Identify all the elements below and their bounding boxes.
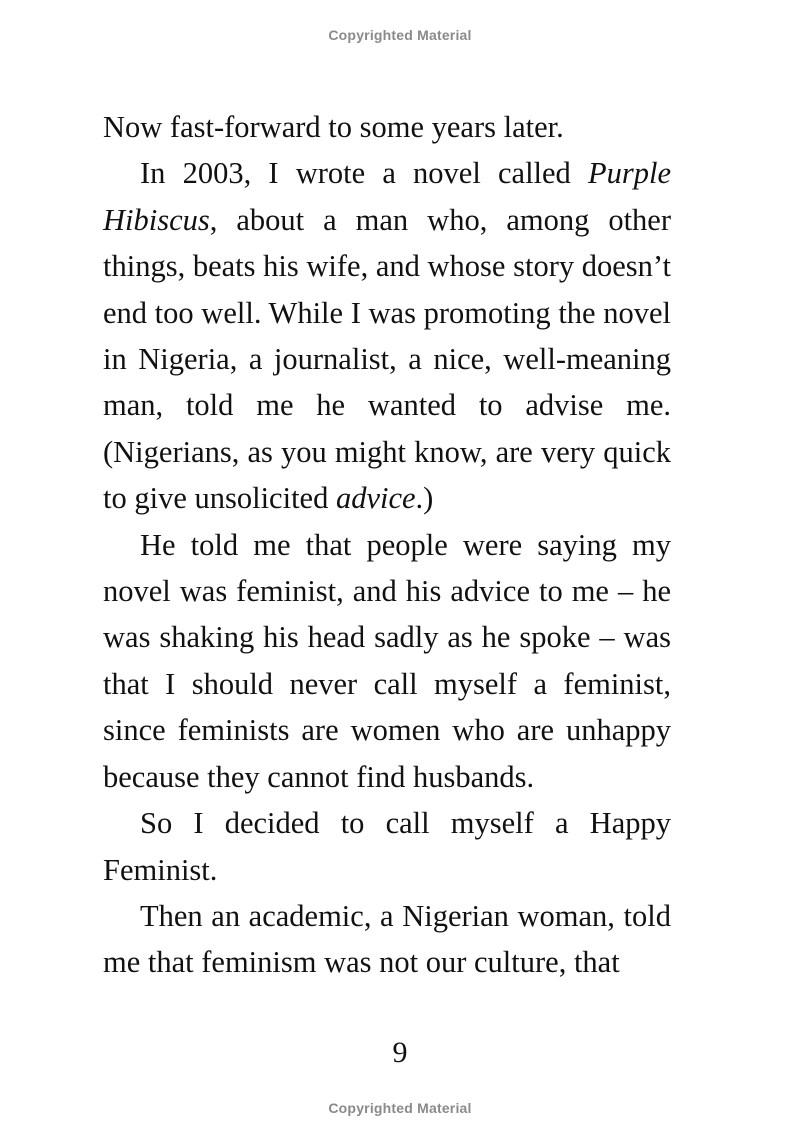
paragraph-4: So I decided to call myself a Happy Feminist.: [103, 806, 671, 887]
paragraph-2-start: In 2003, I wrote a novel called: [140, 156, 588, 191]
paragraph-2-end: .): [415, 481, 434, 516]
paragraph-2-middle: , about a man who, among other things, beats his wife, and whose story doesn’t end too well. While I was promoting the novel in Nigeria, a journalist, a nice, well-meaning man, told me he wanted to advise me. (Nigerians, as you might know, are very quick to give unsolicited: [103, 202, 671, 516]
paragraph-3: He told me that people were saying my novel was feminist, and his advice to me – he was shaking his head sadly as he spoke – was that I should never call myself a feminist, since feminists are women who are unhappy because they cannot find husbands.: [103, 527, 671, 794]
italic-advice: advice: [335, 481, 416, 516]
paragraph-5: Then an academic, a Nigerian woman, told me that feminism was not our culture, that: [103, 898, 671, 980]
page-body-text: [103, 104, 671, 986]
page-number: 9: [392, 1036, 408, 1069]
paragraph-1: Now fast-forward to some years later.: [103, 110, 564, 144]
paragraph-2: [103, 150, 671, 521]
copyright-watermark-bottom: Copyrighted Material: [328, 1100, 472, 1116]
copyright-watermark-top: Copyrighted Material: [328, 27, 472, 43]
book-title-purple-hibiscus: Purple Hibiscus: [103, 156, 671, 237]
